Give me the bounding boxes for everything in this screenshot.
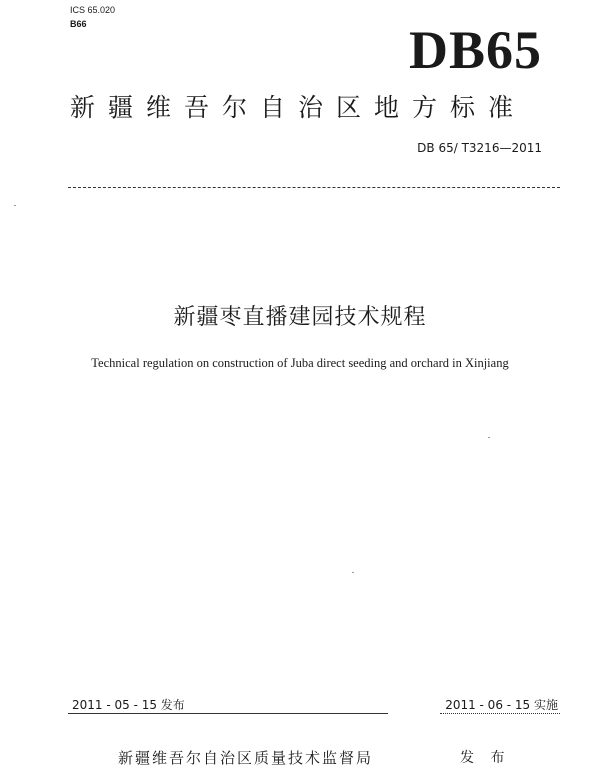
issue-label: 发 布: [460, 750, 511, 766]
footer-divider-right: [440, 713, 560, 714]
ccs-code: B66: [70, 19, 87, 29]
scan-speck: [14, 205, 16, 206]
scan-speck: [488, 437, 490, 438]
standard-logo: DB65: [408, 20, 542, 80]
standard-number: DB 65/ T3216—2011: [417, 141, 542, 155]
standard-type-heading: 新疆维吾尔自治区地方标准: [70, 93, 527, 122]
ics-code: ICS 65.020: [70, 5, 116, 15]
header-divider: [68, 187, 560, 188]
document-title-chinese: 新疆枣直播建园技术规程: [173, 305, 427, 330]
footer-divider-left: [68, 713, 388, 714]
implementation-date: 2011 - 06 - 15 实施: [445, 698, 558, 712]
issue-date: 2011 - 05 - 15 发布: [72, 698, 185, 712]
scan-speck: [352, 572, 354, 573]
issuing-authority: 新疆维吾尔自治区质量技术监督局: [118, 749, 374, 767]
document-title-english: Technical regulation on construction of Juba direct seeding and orchard in Xinjiang: [91, 356, 509, 370]
